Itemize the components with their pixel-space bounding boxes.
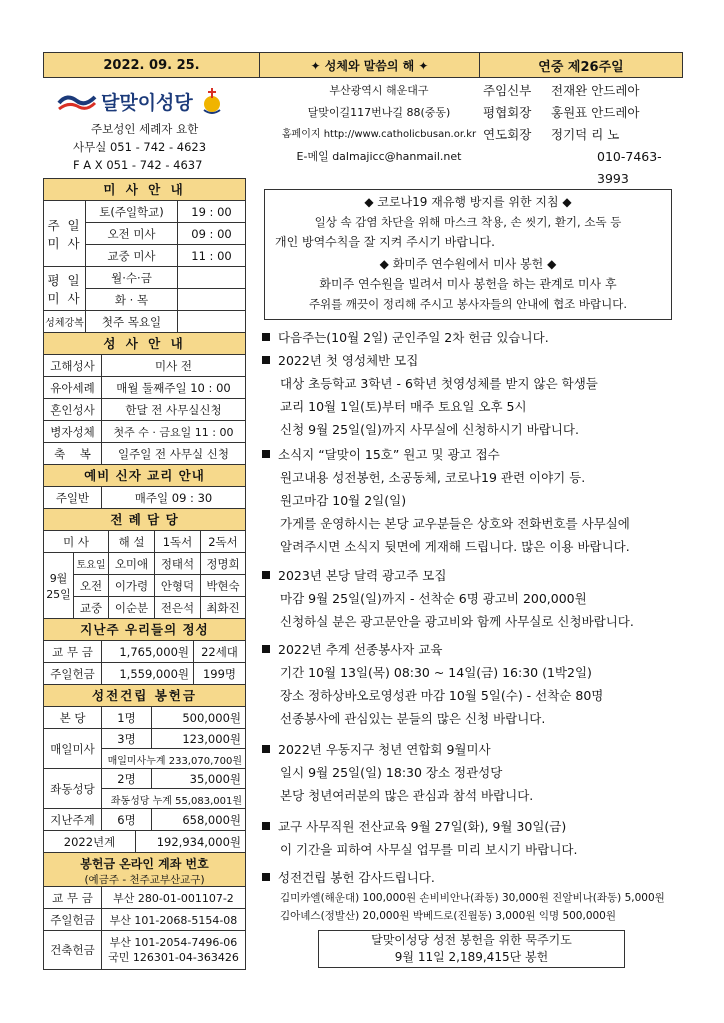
year-motto: ✦ 성체와 말씀의 해 ✦ bbox=[260, 53, 480, 77]
building-header: 성전건립 봉헌금 bbox=[44, 685, 245, 707]
church-name: 달맞이성당 bbox=[101, 91, 193, 114]
building-row: 지난주계 6명 658,000원 bbox=[44, 809, 245, 831]
donor-line: 김아녜스(정발산) 20,000원 박베드로(진월동) 3,000원 익명 500,000원 bbox=[280, 910, 617, 922]
liturgy-header-row: 미 사 해 설 1독서 2독서 bbox=[44, 531, 245, 553]
announcement: 다음주는(10월 2일) 군인주일 2차 헌금 있습니다. bbox=[262, 326, 549, 349]
staff-row: 주임신부 전재완 안드레아 bbox=[483, 83, 640, 98]
catechism-header: 예비 신자 교리 안내 bbox=[44, 465, 245, 487]
mass-name: 월·수·금 bbox=[86, 267, 178, 288]
sacrament-header: 성 사 안 내 bbox=[44, 333, 245, 355]
wave-logo-icon bbox=[57, 89, 97, 113]
adoration-label: 성체강복 bbox=[44, 311, 86, 332]
announcement: 2022년 첫 영성체반 모집 대상 초등학교 3학년 - 6학년 첫영성체를 받지 않은 학생들 교리 10월 1일(토)부터 매주 토요일 오후 5시 신청 9월 25일(일)까지 사무실에 신청하시기 바랍니다. bbox=[262, 349, 598, 441]
address-block bbox=[269, 80, 489, 168]
account-row: 주일헌금 부산 101-2068-5154-08 bbox=[44, 909, 245, 931]
building-row: 본 당 1명 500,000원 bbox=[44, 707, 245, 729]
adoration-row bbox=[44, 311, 245, 333]
mass-name: 토(주일학교) bbox=[86, 201, 178, 222]
sacrament-row: 유아세례 매월 둘째주일 10 : 00 bbox=[44, 377, 245, 399]
catechism-row: 주일반 매주일 09 : 30 bbox=[44, 487, 245, 509]
patron-saint: 주보성인 세례자 요한 bbox=[91, 122, 199, 136]
mass-time: 19 : 00 bbox=[191, 204, 232, 219]
announcement: 2022년 우동지구 청년 연합회 9월미사 일시 9월 25일(일) 18:30 장소 정관성당 본당 청년여러분의 많은 관심과 참석 바랍니다. bbox=[262, 738, 533, 807]
building-row: 2022년계 192,934,000원 bbox=[44, 831, 245, 853]
sacrament-row: 축 복 일주일 전 사무실 신청 bbox=[44, 443, 245, 465]
logo bbox=[57, 86, 247, 116]
sidebar bbox=[43, 178, 246, 970]
address-city: 부산광역시 해운대구 bbox=[329, 84, 429, 97]
mass-time: 11 : 00 bbox=[191, 249, 232, 263]
bullet-icon bbox=[262, 571, 270, 579]
accounts-header: 봉헌금 온라인 계좌 번호 (예금주 - 천주교부산교구) bbox=[44, 853, 245, 887]
rosary-prayer-box: 달맞이성당 성전 봉헌을 위한 묵주기도 9월 11일 2,189,415단 봉헌 bbox=[318, 930, 625, 968]
mass-name: 교중 미사 bbox=[86, 245, 178, 267]
staff-row: 010-7463-3993 bbox=[597, 149, 662, 186]
issue-date: 2022. 09. 25. bbox=[44, 53, 260, 77]
weekday-mass-group bbox=[44, 267, 245, 311]
notice-box: ◆ 코로나19 재유행 방지를 위한 지침 ◆ 일상 속 감염 차단을 위해 마스크 착용, 손 씻기, 환기, 소독 등 개인 방역수칙을 잘 지켜 주시기 바랍니다. ◆ 화미주 연수원에서 미사 봉헌 ◆ 화미주 연수원을 빌려서 미사 봉헌을 하는 관계로 미사 후 주위를 깨끗이 정리해 주시고 봉사자들의 안내에 협조 바랍니다. bbox=[264, 189, 672, 320]
email-link[interactable]: E-메일 dalmajicc@hanmail.net bbox=[296, 150, 462, 163]
notice-heading: ◆ 화미주 연수원에서 미사 봉헌 ◆ bbox=[379, 257, 557, 271]
homepage-link[interactable]: 홈페이지 http://www.catholicbusan.or.kr bbox=[281, 129, 477, 140]
announcement: 성전건립 봉헌 감사드립니다. 김미카엘(해운대) 100,000원 손비비안나(좌동) 30,000원 진알비나(좌동) 5,000원 김아녜스(정발산) 20,000원 박베드로(진월동) 3,000원 익명 500,000원 bbox=[262, 866, 665, 925]
office-fax: F A X 051 - 742 - 4637 bbox=[73, 158, 203, 172]
mass-name: 화 · 목 bbox=[86, 289, 178, 311]
announcement: 2022년 추계 선종봉사자 교육 기간 10월 13일(목) 08:30 ~ 14일(금) 16:30 (1박2일) 장소 정하상바오로영성관 마감 10월 5일(수) - 선착순 80명 선종봉사에 관심있는 분들의 많은 신청 바랍니다. bbox=[262, 638, 603, 730]
building-row: 매일미사 3명 123,000원 매일미사누계 233,070,700원 bbox=[44, 729, 245, 769]
staff-row: 평협회장 홍원표 안드레아 bbox=[483, 105, 640, 120]
mass-time: 09 : 00 bbox=[191, 226, 232, 241]
offering-header: 지난주 우리들의 정성 bbox=[44, 619, 245, 641]
donor-line: 김미카엘(해운대) 100,000원 손비비안나(좌동) 30,000원 진알비나(좌동) 5,000원 bbox=[280, 892, 665, 904]
announcement: 소식지 “달맞이 15호” 원고 및 광고 접수 원고내용 성전봉헌, 소공동체, 코로나19 관련 이야기 등. 원고마감 10월 2일(일) 가게를 운영하시는 본당 교우분들은 상호와 전화번호를 사무실에 알려주시면 소식지 뒷면에 게재해 드립니다. 많은 이용 바랍니다. bbox=[262, 443, 630, 558]
mass-header: 미 사 안 내 bbox=[44, 179, 245, 201]
bullet-icon bbox=[262, 333, 270, 341]
sacrament-row: 고해성사 미사 전 bbox=[44, 355, 245, 377]
offering-row: 주일헌금 1,559,000원 199명 bbox=[44, 663, 245, 685]
offering-row: 교 무 금 1,765,000원 22세대 bbox=[44, 641, 245, 663]
header bbox=[43, 80, 683, 186]
top-bar bbox=[43, 52, 683, 78]
church-info bbox=[73, 120, 263, 174]
bullet-icon bbox=[262, 645, 270, 653]
bullet-icon bbox=[262, 873, 270, 881]
account-row: 교 무 금 부산 280-01-001107-2 bbox=[44, 887, 245, 909]
notice-heading: ◆ 코로나19 재유행 방지를 위한 지침 ◆ bbox=[364, 195, 572, 209]
sacrament-row: 혼인성사 한달 전 사무실신청 bbox=[44, 399, 245, 421]
sacrament-row: 병자성체 첫주 수 · 금요일 11 : 00 bbox=[44, 421, 245, 443]
bullet-icon bbox=[262, 822, 270, 830]
bullet-icon bbox=[262, 356, 270, 364]
staff-list bbox=[483, 80, 683, 190]
sunday-mass-label: 주 일 미 사 bbox=[44, 201, 86, 266]
staff-row: 연도회장 정기덕 리 노 bbox=[483, 127, 620, 142]
sunday-mass-group bbox=[44, 201, 245, 267]
account-row: 건축헌금 부산 101-2054-7496-06 국민 126301-04-363426 bbox=[44, 931, 245, 969]
church-emblem-icon bbox=[201, 86, 223, 116]
liturgy-rows: 9월 25일 토요일 오미애 정태석 정명희 오전 이가령 안형덕 박현숙 교중 이순분 전은석 최화진 bbox=[44, 553, 245, 619]
announcement: 교구 사무직원 전산교육 9월 27일(화), 9월 30일(금) 이 기간을 피하여 사무실 업무를 미리 보시기 바랍니다. bbox=[262, 815, 577, 861]
mass-name: 오전 미사 bbox=[86, 223, 178, 244]
office-phone: 사무실 051 - 742 - 4623 bbox=[73, 140, 207, 154]
address-street: 달맞이길117번나길 88(중동) bbox=[307, 106, 451, 119]
liturgy-date: 9월 25일 bbox=[44, 553, 74, 618]
adoration-value: 첫주 목요일 bbox=[86, 311, 178, 332]
liturgical-week: 연중 제26주일 bbox=[480, 53, 682, 77]
weekday-mass-label: 평 일 미 사 bbox=[44, 267, 86, 310]
bullet-icon bbox=[262, 745, 270, 753]
announcement: 2023년 본당 달력 광고주 모집 마감 9월 25일(일)까지 - 선착순 6명 광고비 200,000원 신청하실 분은 광고문안을 광고비와 함께 사무실로 신청바랍니다. bbox=[262, 564, 634, 633]
bullet-icon bbox=[262, 450, 270, 458]
liturgy-header: 전 례 담 당 bbox=[44, 509, 245, 531]
building-row: 좌동성당 2명 35,000원 좌동성당 누계 55,083,001원 bbox=[44, 769, 245, 809]
